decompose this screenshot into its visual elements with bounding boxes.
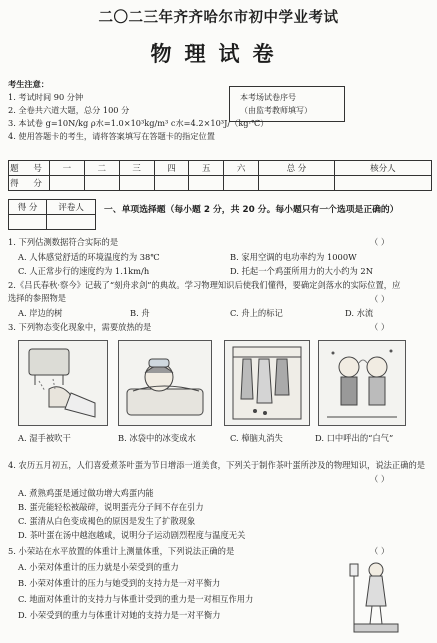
paper-title: 物理试卷 [150,41,287,66]
note-item: 2. 全卷共六道大题，总分 100 分 [8,105,130,115]
option: C. 人正常步行的速度约为 1.1km/h [18,266,150,276]
note-item: 1. 考试时间 90 分钟 [8,92,84,102]
option: B. 蛋壳能轻松被敲碎，说明蛋壳分子间不存在引力 [18,502,204,512]
score-col: 四 [154,161,189,176]
figure-hand-dryer [18,340,108,426]
grader-table [8,199,96,230]
option: B. 家用空调的电功率约为 1000W [230,252,357,262]
option: A. 岸边的树 [18,308,63,318]
score-col: 核分人 [334,161,431,176]
answer-paren[interactable]: （ ） [370,237,390,247]
score-cell[interactable] [224,176,259,191]
note-item: 4. 使用答题卡的考生，请将答案填写在答题卡的指定位置 [8,131,215,141]
figure-caption: D. 口中呼出的“白气” [315,433,394,443]
question-stem: 5. 小荣站在水平放置的体重计上测量体重，下列说法正确的是 [8,546,235,556]
question-stem: 3. 下列物态变化现象中，需要放热的是 [8,322,152,332]
scale-illustration [340,558,410,638]
notes-heading: 考生注意： [8,79,49,89]
score-row-label: 得 分 [9,176,50,191]
note-item: 3. 本试卷 g=10N/kg ρ水=1.0×10³kg/m³ c水=4.2×10³J/（kg·℃） [8,118,269,128]
option: A. 人体感觉舒适的环境温度约为 38℃ [18,252,160,262]
score-table [8,160,432,191]
option: B. 小荣对体重计的压力与她受到的支持力是一对平衡力 [18,578,221,588]
score-cell[interactable] [50,176,85,191]
figure-ice-bag [118,340,212,426]
score-col: 总 分 [259,161,335,176]
figure-caption: C. 樟脑丸消失 [230,433,283,443]
option: B. 舟 [130,308,150,318]
question-stem: 2.《吕氏春秋·察今》记载了“刻舟求剑”的典故。学习物理知识后使我们懂得，要确定剑落水的实际位置，应选择的参照物是 [8,280,401,303]
wardrobe-illustration [225,341,309,425]
question-stem: 1. 下列估测数据符合实际的是 [8,237,119,247]
grader-score-label: 得 分 [9,200,47,215]
score-cell[interactable] [154,176,189,191]
score-table-header-row [9,161,432,176]
score-table-score-row [9,176,432,191]
figure-caption: B. 冰袋中的冰变成水 [118,433,196,443]
section-heading: 一、单项选择题（每小题 2 分，共 20 分。每小题只有一个选项是正确的） [104,205,399,215]
option: C. 地面对体重计的支持力与体重计受到的重力是一对相互作用力 [18,594,254,604]
option: A. 小荣对体重计的压力就是小荣受到的重力 [18,562,179,572]
hand-dryer-illustration [19,341,107,425]
seat-box-line2: （由监考教师填写） [240,106,312,115]
figure-scale [340,558,410,638]
seat-number-box [229,86,345,122]
figure-wardrobe [224,340,310,426]
exam-title: 二〇二三年齐齐哈尔市初中学业考试 [98,9,339,26]
score-col: 一 [50,161,85,176]
option: D. 小荣受到的重力与体重计对她的支持力是一对平衡力 [18,610,221,620]
breath-illustration [319,341,405,425]
option: C. 蛋清从白色变成褐色的原因是发生了扩散现象 [18,516,196,526]
seat-box-line1: 本考场试卷序号 [240,93,296,102]
grader-name-label: 评卷人 [47,200,96,215]
figure-caption: A. 湿手被吹干 [18,433,71,443]
score-cell[interactable] [334,176,431,191]
answer-paren[interactable]: （ ） [370,294,390,304]
score-cell[interactable] [119,176,154,191]
score-col: 五 [189,161,224,176]
question-stem: 4. 农历五月初五，人们喜爱煮茶叶蛋为节日增添一道美食，下列关于制作茶叶蛋所涉及的物理知识，说法正确的是 [8,460,426,470]
score-col: 六 [224,161,259,176]
figure-breath [318,340,406,426]
option: A. 煮熟鸡蛋是通过做功增大鸡蛋内能 [18,488,154,498]
option: D. 托起一个鸡蛋所用力的大小约为 2N [230,266,373,276]
option: D. 水流 [345,308,374,318]
score-col: 二 [84,161,119,176]
ice-bag-illustration [119,341,211,425]
answer-paren[interactable]: （ ） [370,546,390,556]
score-cell[interactable] [189,176,224,191]
score-col: 三 [119,161,154,176]
score-cell[interactable] [259,176,335,191]
option: D. 茶叶蛋在汤中越泡越咸，说明分子运动剧烈程度与温度无关 [18,530,246,540]
grader-score-cell[interactable] [9,215,47,230]
answer-paren[interactable]: （ ） [370,322,390,332]
grader-name-cell[interactable] [47,215,96,230]
score-cell[interactable] [84,176,119,191]
score-table-label: 题 号 [9,161,50,176]
answer-paren[interactable]: （ ） [370,474,390,484]
option: C. 舟上的标记 [230,308,283,318]
